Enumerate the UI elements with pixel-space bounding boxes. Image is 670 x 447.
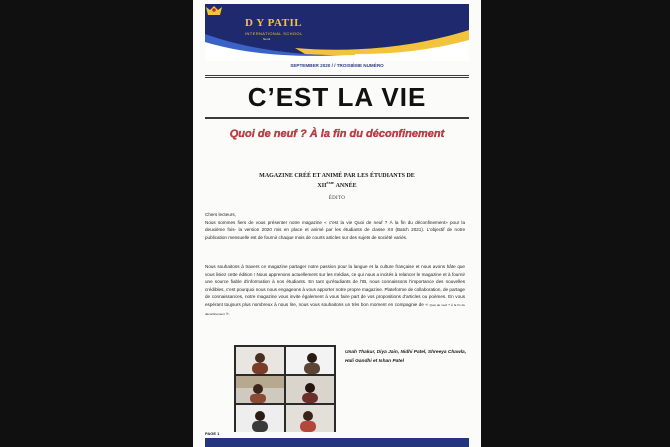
divider <box>205 77 469 78</box>
newsletter-page <box>193 0 481 447</box>
magazine-heading-line1: MAGAZINE CRÉÉ ET ANIMÉ PAR LES ÉTUDIANTS DE <box>259 173 415 179</box>
participant-photo <box>236 376 284 403</box>
issue-line: SEPTEMBER 2020 / / TROISIÈME NUMÉRO <box>290 63 384 68</box>
video-call-collage <box>234 345 336 432</box>
masthead-title: C’EST LA VIE <box>247 82 427 112</box>
school-subtitle: INTERNATIONAL SCHOOL <box>245 31 303 36</box>
intro-paragraph <box>205 211 465 241</box>
main-paragraph <box>205 263 465 318</box>
footer-bar <box>205 438 469 447</box>
page-number: PAGE 1 <box>205 431 220 436</box>
school-location: Nerul <box>263 37 271 41</box>
participant-photo <box>286 405 334 432</box>
divider <box>205 117 469 119</box>
paragraph-1: Nous sommes fiers de vous présenter notre magazine « c'est la vie Quoi de neuf ? À la fin du déconfinement» pour la deuxième fois- la version 2020 mis en place et animé par les étudiants de classe XII (Batch 2021). L'objectif de notre publication mensuelle est de fournir chaque mois de courts articles sur des sujets de société variés. <box>205 219 465 240</box>
edito-heading: ÉDITO <box>328 196 346 201</box>
author-credits: Unah Thakur, Diya Jain, Nidhi Patel, Shreeya Chawla, Hali Gandhi et Ishan Patel <box>345 350 467 364</box>
paragraph-2-title-ref: Quoi de neuf ? À la fin du déconfinement <box>205 302 466 316</box>
issue-subtitle: Quoi de neuf ? À la fin du déconfinement <box>229 128 445 140</box>
paragraph-2: Nous souhaitons à travers ce magazine partager notre passion pour la langue et la culture française et nous avons hâte que vous lisiez cette édition ! Nous apprenons actuellement sur les médias, ce qui nous a incités à relancer le magazine et à fournir une source fiable d'information à nos étudiants. En tant qu'étudiants de l'IB, nous connaissons l'importance des nouvelles crédibles, c'est pourquoi nous nous engageons à vous apporter notre propre magazine. Plateforme de collaboration, de partage de connaissances, notre magazine vous invite également à vous faire part de vos propositions d'articles ou poèmes. En vous espérant toujours plus nombreux à nous lire, nous vous souhaitons un très bon moment en compagnie de « <box>205 264 465 307</box>
magazine-heading <box>213 173 461 190</box>
grade-annee: ANNÉE <box>334 183 357 189</box>
magazine-heading-line2 <box>213 180 461 190</box>
participant-photo <box>236 405 284 432</box>
header-banner <box>205 4 469 61</box>
participant-photo <box>236 347 284 374</box>
divider <box>205 75 469 76</box>
paragraph-2-end: ». <box>224 310 230 316</box>
school-name: D Y PATIL <box>245 17 303 29</box>
greeting: Chers lecteurs, <box>205 212 236 217</box>
participant-photo <box>286 347 334 374</box>
participant-photo <box>286 376 334 403</box>
school-emblem-icon <box>205 4 223 18</box>
grade-roman: XII <box>317 183 327 189</box>
grade-suffix: ÈME <box>326 181 335 185</box>
